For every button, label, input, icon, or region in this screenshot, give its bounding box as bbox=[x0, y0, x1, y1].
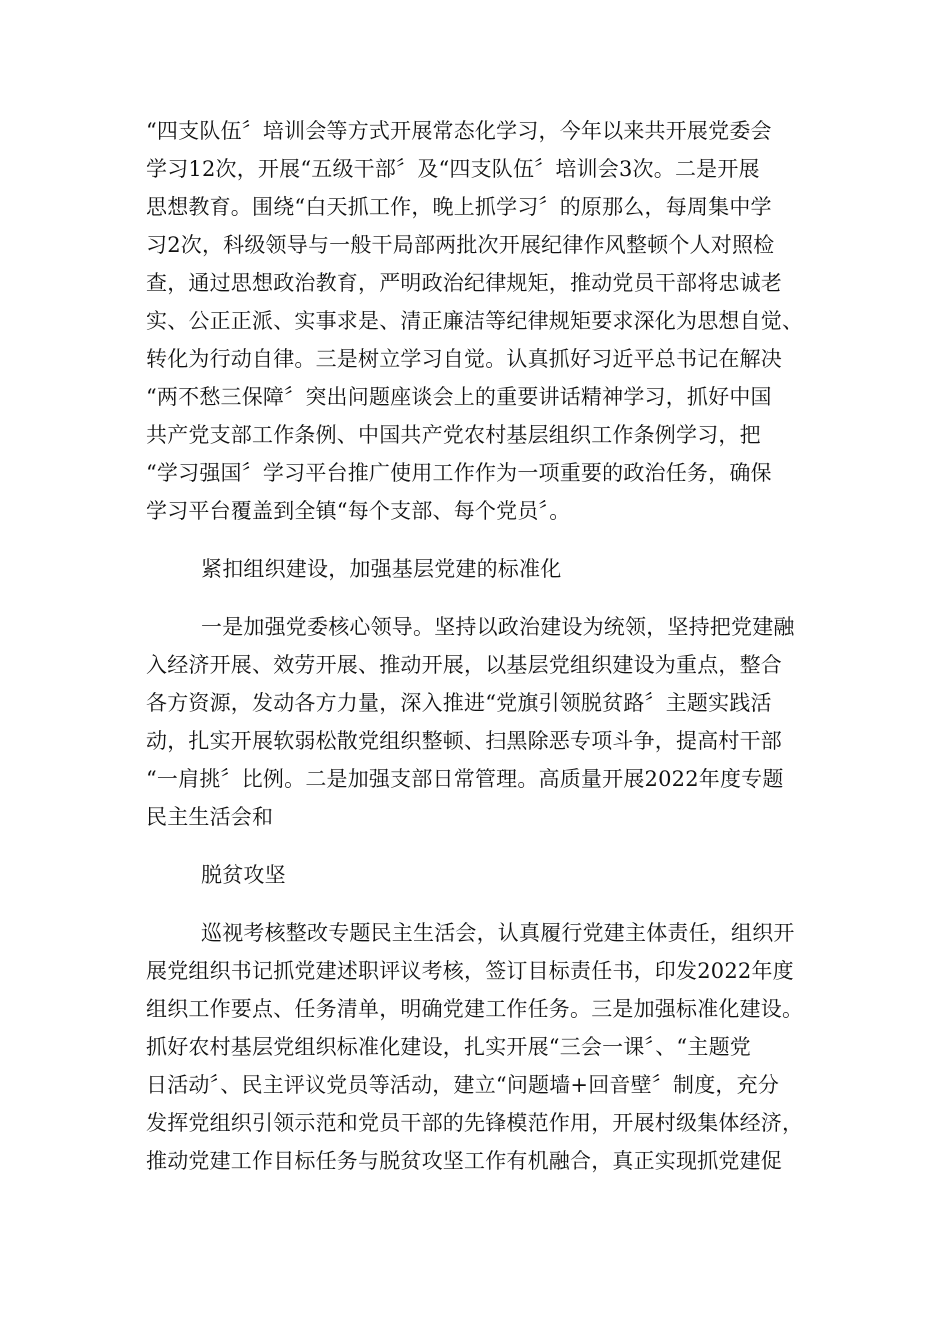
text-line: “两不愁三保障〞突出问题座谈会上的重要讲话精神学习，抓好中国 bbox=[146, 385, 772, 409]
paragraph-gap bbox=[146, 836, 806, 856]
text-line: 入经济开展、效劳开展、推动开展，以基层党组织建设为重点，整合 bbox=[146, 653, 782, 677]
text-line: 思想教育。围绕“白天抓工作，晚上抓学习〞的原那么，每周集中学 bbox=[146, 195, 772, 219]
text-line: 学习平台覆盖到全镇“每个支部、每个党员〞。 bbox=[146, 499, 571, 523]
text-line: 习2次，科级领导与一般干局部两批次开展纪律作风整顿个人对照检 bbox=[146, 233, 775, 257]
text-line: 一是加强党委核心领导。坚持以政治建设为统领，坚持把党建融 bbox=[201, 615, 795, 639]
text-line: 各方资源，发动各方力量，深入推进“党旗引领脱贫路〞主题实践活 bbox=[146, 691, 772, 715]
text-line: 实、公正正派、实事求是、清正廉洁等纪律规矩要求深化为思想自觉、 bbox=[146, 309, 804, 333]
text-line: “学习强国〞学习平台推广使用工作作为一项重要的政治任务，确保 bbox=[146, 461, 772, 485]
text-line: “四支队伍〞培训会等方式开展常态化学习，今年以来共开展党委会 bbox=[146, 119, 772, 143]
paragraph-2 bbox=[146, 608, 806, 836]
text-line: 日活动〞、民主评议党员等活动，建立“问题墙+回音壁〞制度，充分 bbox=[146, 1073, 780, 1097]
text-line: 民主生活会和 bbox=[146, 805, 274, 829]
text-line: “一肩挑〞比例。二是加强支部日常管理。高质量开展2022年度专题 bbox=[146, 767, 784, 791]
section-heading: 紧扣组织建设，加强基层党建的标准化 bbox=[201, 557, 562, 581]
text-line: 查，通过思想政治教育，严明政治纪律规矩，推动党员干部将忠诚老 bbox=[146, 271, 782, 295]
text-line: 推动党建工作目标任务与脱贫攻坚工作有机融合，真正实现抓党建促 bbox=[146, 1149, 782, 1173]
document-body bbox=[146, 112, 806, 1180]
paragraph-gap bbox=[146, 588, 806, 608]
text-line: 展党组织书记抓党建述职评议考核，签订目标责任书，印发2022年度 bbox=[146, 959, 794, 983]
text-line: 抓好农村基层党组织标准化建设，扎实开展“三会一课〞、“主题党 bbox=[146, 1035, 751, 1059]
paragraph-1 bbox=[146, 112, 806, 530]
text-line: 组织工作要点、任务清单，明确党建工作任务。三是加强标准化建设。 bbox=[146, 997, 804, 1021]
text-line: 发挥党组织引领示范和党员干部的先锋模范作用，开展村级集体经济， bbox=[146, 1111, 804, 1135]
text-line: 学习12次，开展“五级干部〞及“四支队伍〞培训会3次。二是开展 bbox=[146, 157, 760, 181]
text-line: 转化为行动自律。三是树立学习自觉。认真抓好习近平总书记在解决 bbox=[146, 347, 782, 371]
paragraph-gap bbox=[146, 894, 806, 914]
text-line: 共产党支部工作条例、中国共产党农村基层组织工作条例学习，把 bbox=[146, 423, 761, 447]
paragraph-3 bbox=[146, 914, 806, 1180]
text-line: 动，扎实开展软弱松散党组织整顿、扫黑除恶专项斗争，提高村干部 bbox=[146, 729, 782, 753]
paragraph-gap bbox=[146, 530, 806, 550]
text-line: 巡视考核整改专题民主生活会，认真履行党建主体责任，组织开 bbox=[201, 921, 795, 945]
section-heading: 脱贫攻坚 bbox=[201, 863, 286, 887]
